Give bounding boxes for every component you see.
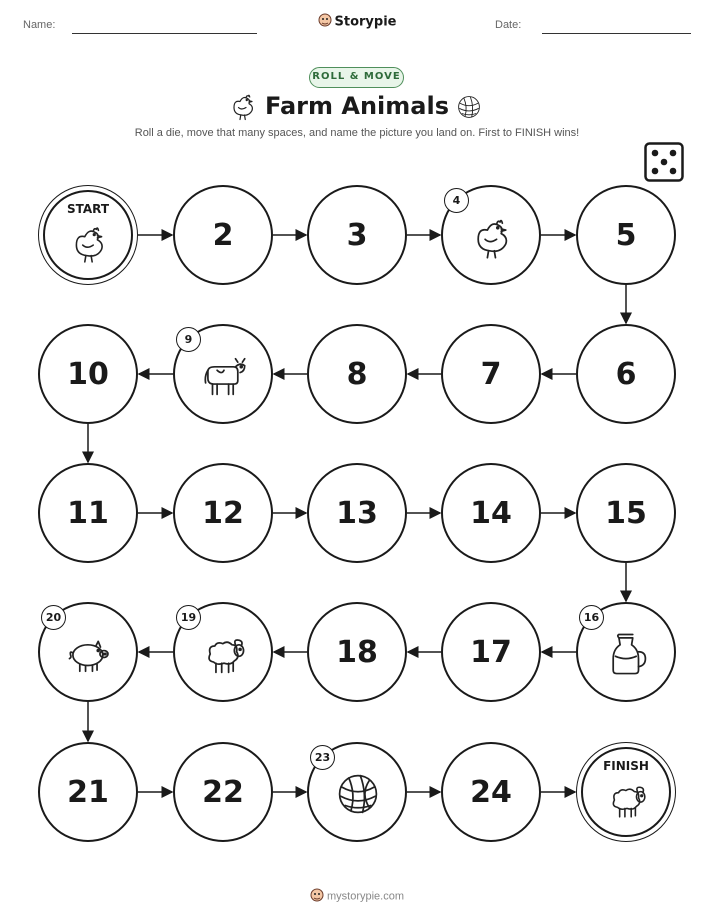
brand-name: Storypie [334,14,397,30]
space-number: 15 [605,495,647,531]
number-space [441,742,541,842]
number-space [307,463,407,563]
space-number: 12 [202,495,244,531]
space-number-tag: 9 [176,327,201,352]
milk-jug-icon [604,631,650,681]
space-number: 17 [470,634,512,670]
number-space [173,463,273,563]
space-number-tag: 16 [579,605,604,630]
instructions-text: Roll a die, move that many spaces, and name the picture you land on. First to FINISH wins! [134,127,580,139]
number-space [307,324,407,424]
number-space [38,463,138,563]
number-space [441,602,541,702]
number-space [307,602,407,702]
page-title: Farm Animals [265,92,449,120]
number-space [576,185,676,285]
hen-icon [469,214,515,264]
start-label: START [66,202,110,216]
yarn-ball-icon [335,771,381,821]
space-number: 24 [470,774,512,810]
number-space [576,324,676,424]
activity-badge: ROLL & MOVE [309,67,404,88]
space-number-tag: 20 [41,605,66,630]
space-number-tag: 4 [444,188,469,213]
number-space [441,463,541,563]
hen-icon [68,222,110,268]
sheep-icon [201,631,247,681]
space-number-tag: 19 [176,605,201,630]
cow-icon [201,353,247,403]
storypie-mascot-icon [310,888,324,905]
number-space [307,185,407,285]
space-number: 22 [202,774,244,810]
space-number-tag: 23 [310,745,335,770]
footer [0,888,714,905]
finish-label: FINISH [603,759,649,773]
space-number: 7 [480,356,502,392]
space-number: 3 [346,217,368,253]
space-number: 2 [212,217,234,253]
pig-icon [66,631,112,681]
number-space [576,463,676,563]
number-space [173,742,273,842]
space-number: 13 [336,495,378,531]
space-number: 18 [336,634,378,670]
space-number: 21 [67,774,109,810]
space-number: 10 [67,356,109,392]
number-space [441,324,541,424]
sheep-icon [606,779,648,825]
date-label: Date: [495,19,522,31]
space-number: 6 [615,356,637,392]
space-number: 14 [470,495,512,531]
finish-space [576,742,676,842]
number-space [173,185,273,285]
number-space [38,324,138,424]
space-number: 11 [67,495,109,531]
footer-url: mystorypie.com [326,890,405,903]
space-number: 5 [615,217,637,253]
start-space [38,185,138,285]
space-number: 8 [346,356,368,392]
name-label: Name: [23,19,56,31]
number-space [38,742,138,842]
